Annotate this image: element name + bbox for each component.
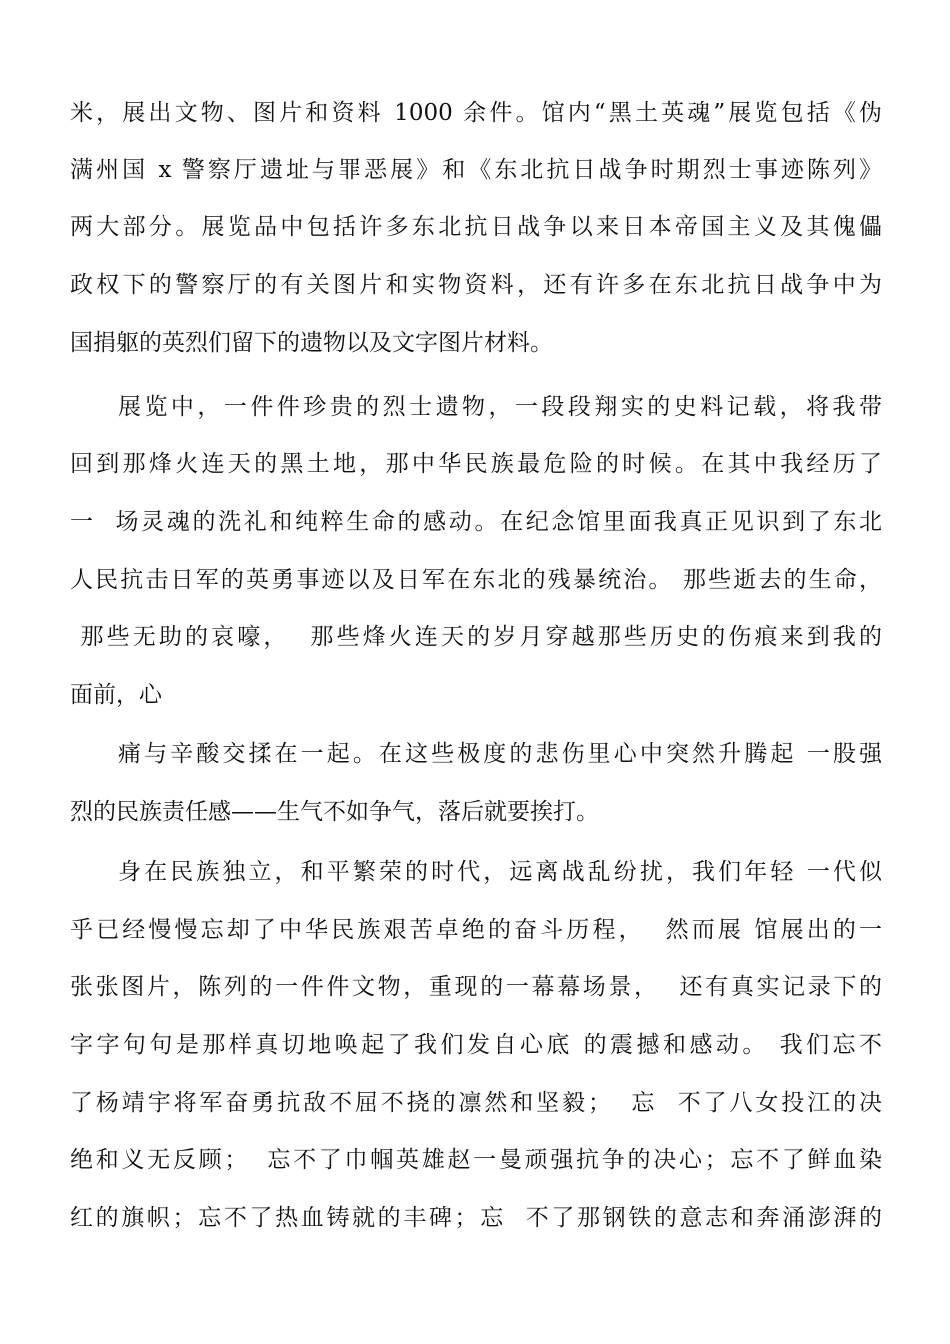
paragraph-4-line-2: 乎已经慢慢忘却了中华民族艰苦卓绝的奋斗历程， 然而展 馆展出的一 [70,917,882,943]
paragraph-2-line-5: 那些无助的哀嚎， 那些烽火连天的岁月穿越那些历史的伤痕来到我的 [70,624,882,650]
paragraph-2-line-6: 面前，心 [70,682,162,708]
paragraph-1-line-5: 国捐躯的英烈们留下的遗物以及文字图片材料。 [70,330,553,356]
paragraph-2-line-3: 一 场灵魂的洗礼和纯粹生命的感动。在纪念馆里面我真正见识到了东北 [70,509,882,535]
paragraph-4-line-7: 红的旗帜；忘不了热血铸就的丰碑；忘 不了那钢铁的意志和奔涌澎湃的 [70,1205,882,1231]
paragraph-4-line-5: 了杨靖宇将军奋勇抗敌不屈不挠的凛然和坚毅； 忘 不了八女投江的决 [70,1090,882,1116]
paragraph-4-line-3: 张张图片，陈列的一件件文物，重现的一幕幕场景， 还有真实记录下的 [70,974,882,1000]
paragraph-2-line-1: 展览中，一件件珍贵的烈士遗物，一段段翔实的史料记载，将我带 [118,394,882,420]
paragraph-1-line-1: 米，展出文物、图片和资料 1000 余件。馆内“黑土英魂”展览包括《伪 [70,100,882,126]
paragraph-3-line-2: 烈的民族责任感——生气不如争气，落后就要挨打。 [70,799,599,825]
paragraph-2-line-4: 人民抗击日军的英勇事迹以及日军在东北的残暴统治。 那些逝去的生命， [70,567,882,593]
paragraph-4-line-4: 字字句句是那样真切地唤起了我们发自心底 的震撼和感动。 我们忘不 [70,1032,882,1058]
paragraph-2-line-2: 回到那烽火连天的黑土地，那中华民族最危险的时候。在其中我经历了 [70,451,882,477]
paragraph-4-line-1: 身在民族独立，和平繁荣的时代，远离战乱纷扰，我们年轻 一代似 [118,859,882,885]
paragraph-1-line-4: 政权下的警察厅的有关图片和实物资料，还有许多在东北抗日战争中为 [70,272,882,298]
paragraph-3-line-1: 痛与辛酸交揉在一起。在这些极度的悲伤里心中突然升腾起 一股强 [118,741,882,767]
paragraph-1-line-3: 两大部分。展览品中包括许多东北抗日战争以来日本帝国主义及其傀儡 [70,214,882,240]
paragraph-4-line-6: 绝和义无反顾； 忘不了巾帼英雄赵一曼顽强抗争的决心；忘不了鲜血染 [70,1147,882,1173]
paragraph-1-line-2: 满州国 x 警察厅遗址与罪恶展》和《东北抗日战争时期烈士事迹陈列》 [70,157,882,183]
